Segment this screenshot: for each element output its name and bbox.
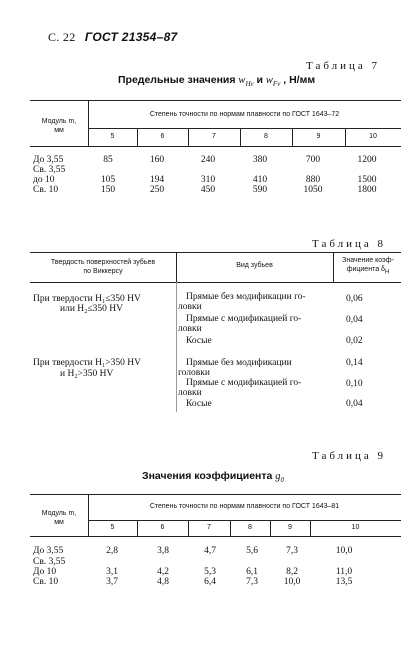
table9-cell: 10,0: [283, 577, 301, 587]
table9-cell: 6,1: [246, 567, 258, 577]
table7-cell: 590: [252, 185, 268, 195]
table9-col-5: 5: [110, 524, 115, 531]
table8-hardness: При твердости H₁>350 HV: [33, 358, 142, 368]
table9-cell: 5,3: [204, 567, 216, 577]
table7-title: Предельные значения $w_{Hv}$ и $w_{Fv}$ , Н/мм: [118, 74, 316, 89]
table7-row-label: до 10: [33, 175, 55, 185]
page-number: С. 22: [48, 30, 76, 44]
table9-label: Таблица 9: [312, 450, 387, 462]
table9-cell: 11,0: [335, 567, 353, 577]
table9-cell: 7,3: [286, 546, 298, 556]
table7-cell: 310: [200, 175, 216, 185]
table7-cell: 410: [252, 175, 268, 185]
table7-row-label: До 3,55: [33, 155, 64, 165]
table9-col-9: 9: [288, 524, 292, 531]
table8-type-header: Вид зубьев: [236, 262, 273, 269]
table9-cell: 10,0: [335, 546, 353, 556]
table7-col-5: 5: [110, 133, 115, 140]
table8-hardness-header: Твердость поверхностей зубьев по Виккерсу: [50, 259, 156, 275]
table7-cell: 880: [305, 175, 321, 185]
table7-col-7: 7: [212, 133, 216, 140]
table7-col-6: 6: [160, 133, 165, 140]
table8-value: 0,04: [346, 399, 363, 409]
table9-col-7: 7: [207, 524, 211, 531]
table8-type: Косые: [186, 336, 212, 346]
table9-col-8: 8: [248, 524, 252, 531]
table8-value: 0,06: [346, 294, 363, 304]
table8-value: 0,10: [346, 379, 363, 389]
table8-value: 0,14: [346, 358, 363, 368]
table7-label: Таблица 7: [306, 60, 381, 72]
table7-cell: 85: [103, 155, 113, 165]
table9-group-header: Степень точности по нормам плавности по ГОСТ 1643–81: [149, 503, 340, 510]
table8-type: Прямые с модификацией го-: [186, 314, 302, 324]
table7-cell: 1800: [357, 185, 377, 195]
table9-col-6: 6: [160, 524, 165, 531]
table8-type: Прямые без модификации го-: [186, 292, 306, 302]
table8-type: ловки: [178, 388, 202, 398]
page-header: [48, 30, 178, 45]
table7-cell: 700: [305, 155, 321, 165]
table7-cell: 194: [149, 175, 165, 185]
table7-cell: 1200: [357, 155, 377, 165]
table8-value: 0,02: [346, 336, 363, 346]
table8-value: 0,04: [346, 315, 363, 325]
table8-type: головки: [178, 368, 210, 378]
table8-hardness: или H₂≤350 HV: [60, 304, 124, 314]
table8-label: Таблица 8: [312, 238, 387, 250]
table7-group-header: Степень точности по нормам плавности по ГОСТ 1643–72: [149, 111, 340, 118]
table9-module-header: Модуль m, мм: [41, 510, 77, 526]
table8-hardness: При твердости H₁≤350 HV: [33, 294, 141, 304]
table7-row-label: Св. 3,55: [33, 165, 66, 175]
table8-type: Прямые с модификацией го-: [186, 378, 302, 388]
table7-cell: 380: [252, 155, 268, 165]
table9-row-label: До 3,55: [33, 546, 64, 556]
table9-cell: 5,6: [246, 546, 258, 556]
table7-row-label: Св. 10: [33, 185, 59, 195]
table7-cell: 450: [200, 185, 216, 195]
table7-col-9: 9: [316, 133, 321, 140]
table7-cell: 1500: [357, 175, 377, 185]
table7-cell: 1050: [303, 185, 323, 195]
table9-cell: 2,8: [106, 546, 118, 556]
table9-cell: 6,4: [204, 577, 216, 587]
table9-row-label: Св. 3,55: [33, 557, 66, 567]
standard-code: ГОСТ 21354–87: [84, 30, 178, 44]
table9-cell: 13,5: [335, 577, 353, 587]
table9-col-10: 10: [351, 524, 360, 531]
table9-row-label: До 10: [33, 567, 57, 577]
table9-row-label: Св. 10: [33, 577, 59, 587]
table9-cell: 4,8: [157, 577, 169, 587]
table9-cell: 4,7: [204, 546, 216, 556]
table9-title: Значения коэффициента $g_0$: [142, 470, 285, 485]
table7-cell: 160: [149, 155, 165, 165]
table7-module-header: Модуль m, мм: [41, 118, 77, 134]
table7-cell: 240: [200, 155, 216, 165]
table8-type: Прямые без модификации: [186, 358, 292, 368]
table8-type: ловки: [178, 324, 202, 334]
table9-cell: 4,2: [157, 567, 169, 577]
table8-type: Косые: [186, 399, 212, 409]
table9-cell: 3,1: [106, 567, 118, 577]
table7-cell: 150: [100, 185, 116, 195]
table7-col-10: 10: [369, 133, 377, 140]
table8-coef-header: Значение коэф- фициента $\delta_H$: [342, 257, 394, 276]
table7-cell: 105: [100, 175, 116, 185]
table9-cell: 7,3: [246, 577, 258, 587]
table7-col-8: 8: [264, 133, 268, 140]
table8-type: ловки: [178, 302, 202, 312]
table9-cell: 8,2: [286, 567, 298, 577]
table9-cell: 3,7: [106, 577, 118, 587]
table8-hardness: и H₂>350 HV: [60, 369, 114, 379]
table7-cell: 250: [149, 185, 165, 195]
table9-cell: 3,8: [157, 546, 169, 556]
